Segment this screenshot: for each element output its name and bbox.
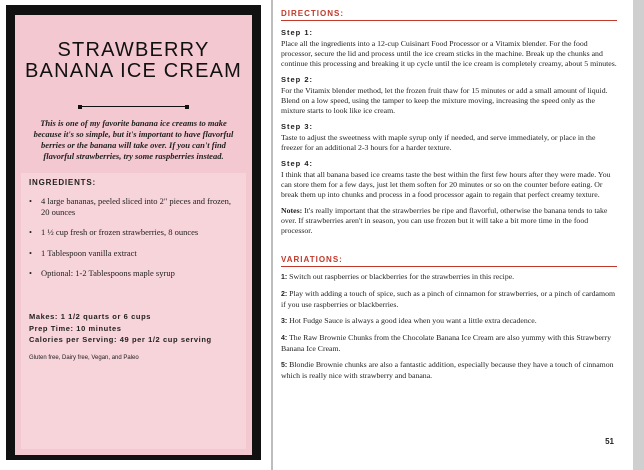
variation-number: 2:: [281, 291, 288, 298]
step-text: Place all the ingredients into a 12-cup Cuisinart Food Processor or a Vitamix blender. For the food processor, secure the lid and process until the ice cream sticks in the machine. Break up the chunks and continue this processing and breaking it up cycle until the ice cream is completely creamy, about 5 minutes.: [281, 39, 617, 68]
page-edge: [633, 0, 644, 470]
variation-item: [281, 316, 617, 327]
prep-time: Prep Time: 10 minutes: [29, 323, 122, 333]
ingredients-heading: INGREDIENTS:: [29, 178, 96, 187]
recipe-intro: This is one of my favorite banana ice creams to make because it's so simple, but it's important to have flavorful berries or the banana will take over. If you can't find flavorful strawberries, try some raspberries instead.: [33, 118, 234, 161]
page-number: 51: [605, 437, 614, 446]
ingredients-list: [29, 196, 239, 289]
step-text: For the Vitamix blender method, let the frozen fruit thaw for 15 minutes or add a small amount of liquid. Blend on a low speed, using the tamper to keep the mixture moving, increasing the speed only as the mixture starts to look like ice cream.: [281, 86, 608, 115]
step-text: Taste to adjust the sweetness with maple syrup only if needed, and serve immediately, or place in the freezer for an additional 2-3 hours for a harder texture.: [281, 133, 596, 152]
variation-number: 1:: [281, 274, 288, 281]
recipe-stats: [29, 311, 212, 346]
variation-item: [281, 333, 617, 354]
directions-heading: DIRECTIONS:: [281, 9, 344, 18]
makes-yield: Makes: 1 1/2 quarts or 6 cups: [29, 312, 152, 321]
notes-label: Notes:: [281, 206, 303, 215]
variation-item: [281, 289, 617, 310]
notes-text: It's really important that the strawberries be ripe and flavorful, otherwise the banana tends to take over. If strawberries aren't in season, you can use frozen but it will take a bit more time in the food processor.: [281, 206, 608, 235]
dietary-info: Gluten free, Dairy free, Vegan, and Paleo: [29, 355, 139, 361]
ingredient-item: • Optional: 1-2 Tablespoons maple syrup: [29, 268, 239, 279]
variation-text: Blondie Brownie chunks are also a fantastic addition, especially because they have a touch of cinnamon which is really nice with strawberry and banana.: [281, 360, 614, 380]
variation-number: 3:: [281, 318, 288, 325]
left-page: [0, 0, 271, 470]
recipe-notes: [281, 206, 617, 236]
ingredient-item: • 1 Tablespoon vanilla extract: [29, 248, 239, 259]
calories-per-serving: Calories per Serving: 49 per 1/2 cup serving: [29, 335, 212, 344]
variation-number: 5:: [281, 362, 288, 369]
variation-text: Switch out raspberries or blackberries for the strawberries in this recipe.: [287, 272, 515, 281]
variation-item: [281, 272, 617, 283]
step-label: Step 1:: [281, 28, 314, 37]
title-divider: [80, 106, 187, 107]
variation-text: Play with adding a touch of spice, such as a pinch of cinnamon for strawberries, or a pinch of cardamom if you use raspberries or blackberries.: [281, 289, 616, 309]
step-label: Step 3:: [281, 122, 314, 131]
ingredient-item: • 4 large bananas, peeled sliced into 2" pieces and frozen, 20 ounces: [29, 196, 239, 217]
variations-rule: [281, 266, 617, 267]
variation-number: 4:: [281, 335, 288, 342]
variations-list: [281, 272, 617, 387]
variation-text: Hot Fudge Sauce is always a good idea when you want a little extra decadence.: [287, 316, 537, 325]
recipe-title: STRAWBERRY BANANA ICE CREAM: [24, 39, 243, 82]
variations-heading: VARIATIONS:: [281, 255, 343, 264]
directions-steps: [281, 28, 617, 236]
directions-rule: [281, 20, 617, 21]
step-text: I think that all banana based ice creams taste the best within the first few hours after they were made. You can store them for a few days, just let them soften for 20 minutes or so on the counter before eating. Or break them up into chunks and process in a food processor again to regain that perfect creamy texture.: [281, 170, 611, 199]
variation-item: [281, 360, 617, 381]
step-label: Step 4:: [281, 159, 314, 168]
recipe-card: [15, 15, 252, 455]
ingredient-item: • 1 ½ cup fresh or frozen strawberries, 8 ounces: [29, 227, 239, 238]
right-page: [273, 0, 633, 470]
step-label: Step 2:: [281, 75, 314, 84]
variation-text: The Raw Brownie Chunks from the Chocolate Banana Ice Cream are also yummy with this Strawberry Banana Ice Cream.: [281, 333, 612, 353]
